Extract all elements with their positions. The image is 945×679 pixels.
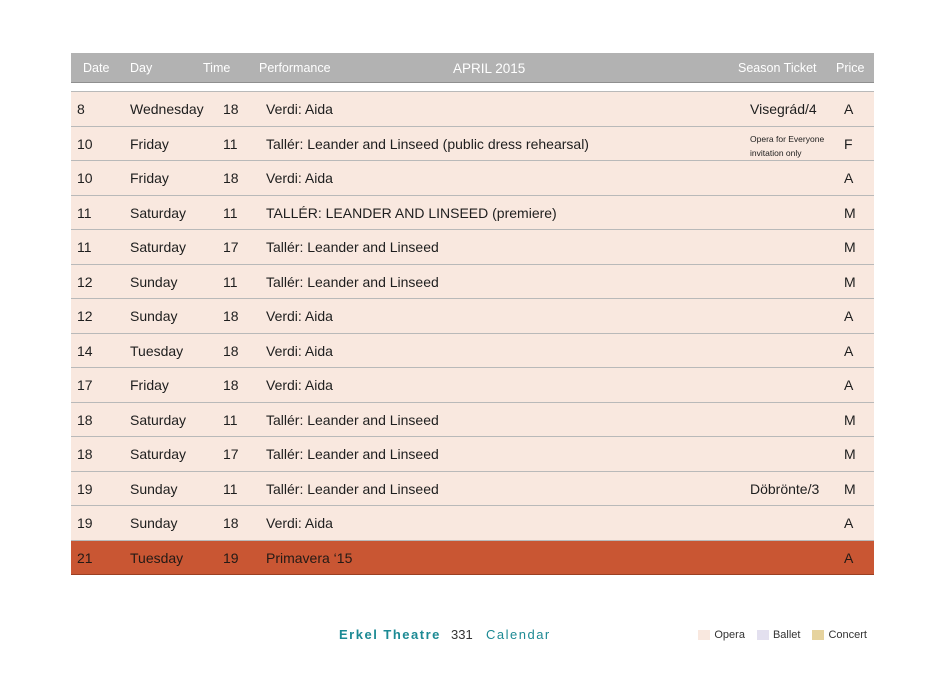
cell-day: Wednesday [130,101,204,117]
cell-performance: Tallér: Leander and Linseed [266,239,439,255]
header-performance: Performance [259,61,331,75]
legend-label-opera: Opera [714,629,745,641]
header-season-ticket: Season Ticket [738,61,817,75]
cell-day: Saturday [130,446,187,462]
cell-price: M [844,204,856,221]
table-row [71,161,874,196]
cell-time: 18 [223,342,239,359]
footer-brand: Erkel Theatre [339,627,441,642]
table-row [71,127,874,162]
cell-date: 21 [77,549,93,566]
header-month: APRIL 2015 [453,61,526,76]
cell-performance: Primavera ‘15 [266,549,353,566]
cell-price: M [844,411,856,428]
cell-performance: Verdi: Aida [266,308,333,324]
cell-day: Sunday [130,480,178,497]
cell-price: A [844,377,854,393]
cell-performance: Tallér: Leander and Linseed [266,480,439,497]
legend-label-ballet: Ballet [772,629,801,641]
cell-price: A [844,342,854,359]
cell-season-ticket: Döbrönte/3 [750,480,820,497]
cell-date: 10 [77,170,93,186]
table-row [71,541,874,576]
cell-date: 19 [77,480,93,497]
cell-day: Saturday [130,204,187,221]
cell-price: M [844,480,856,497]
calendar-table [71,53,874,575]
cell-day: Saturday [130,239,187,255]
cell-time: 18 [223,101,239,117]
cell-price: A [844,549,854,566]
cell-day: Friday [130,377,169,393]
cell-date: 10 [77,135,93,152]
cell-day: Sunday [130,515,178,531]
cell-season-ticket: Opera for Everyone invitation only [750,133,825,158]
cell-day: Sunday [130,273,178,290]
cell-performance: Tallér: Leander and Linseed [266,446,439,462]
cell-season-ticket: Visegrád/4 [750,101,817,117]
cell-performance: TALLÉR: LEANDER AND LINSEED (premiere) [266,204,557,221]
footer-section: Calendar [486,627,551,642]
table-row [71,92,874,127]
cell-performance: Verdi: Aida [266,377,333,393]
cell-date: 19 [77,515,93,531]
cell-performance: Tallér: Leander and Linseed [266,411,439,428]
cell-price: A [844,515,854,531]
cell-day: Tuesday [130,342,184,359]
table-row [71,230,874,265]
table-header [71,53,874,83]
table-row [71,299,874,334]
cell-date: 11 [77,239,92,255]
cell-date: 8 [77,101,85,117]
cell-time: 11 [223,480,238,497]
cell-performance: Verdi: Aida [266,515,333,531]
legend-item-concert [812,629,867,641]
cell-price: M [844,239,856,255]
cell-price: A [844,170,854,186]
table-row [71,334,874,369]
table-row [71,196,874,231]
cell-date: 18 [77,411,93,428]
cell-time: 11 [223,135,238,152]
cell-performance: Tallér: Leander and Linseed [266,273,439,290]
cell-date: 11 [77,204,92,221]
header-price: Price [836,61,865,75]
cell-performance: Verdi: Aida [266,101,333,117]
legend-label-concert: Concert [828,629,867,641]
cell-date: 12 [77,273,93,290]
legend-swatch-ballet [757,630,769,640]
legend [686,629,867,641]
cell-performance: Verdi: Aida [266,342,333,359]
table-row [71,368,874,403]
cell-performance: Tallér: Leander and Linseed (public dress rehearsal) [266,135,589,152]
legend-swatch-opera [698,630,710,640]
cell-time: 11 [223,204,238,221]
table-row [71,506,874,541]
header-day: Day [130,61,153,75]
cell-day: Friday [130,170,169,186]
cell-price: M [844,446,856,462]
table-row [71,265,874,300]
cell-time: 17 [223,239,239,255]
cell-time: 18 [223,308,239,324]
table-row [71,403,874,438]
table-row [71,472,874,507]
cell-day: Saturday [130,411,187,428]
cell-date: 18 [77,446,93,462]
cell-date: 17 [77,377,93,393]
cell-time: 18 [223,377,239,393]
cell-time: 19 [223,549,239,566]
cell-time: 17 [223,446,239,462]
cell-time: 18 [223,170,239,186]
legend-swatch-concert [812,630,824,640]
cell-price: A [844,101,854,117]
cell-performance: Verdi: Aida [266,170,333,186]
cell-price: A [844,308,854,324]
header-time: Time [203,61,231,75]
cell-time: 11 [223,411,238,428]
cell-price: M [844,273,856,290]
cell-price: F [844,135,853,152]
cell-date: 14 [77,342,93,359]
legend-item-opera [698,629,745,641]
table-row [71,437,874,472]
cell-day: Friday [130,135,169,152]
cell-day: Tuesday [130,549,184,566]
legend-item-ballet [757,629,801,641]
cell-time: 11 [223,273,238,290]
header-spacer [71,83,874,92]
cell-time: 18 [223,515,239,531]
cell-day: Sunday [130,308,178,324]
header-date: Date [83,61,110,75]
page-number: 331 [451,627,473,642]
cell-date: 12 [77,308,93,324]
table-body [71,92,874,575]
